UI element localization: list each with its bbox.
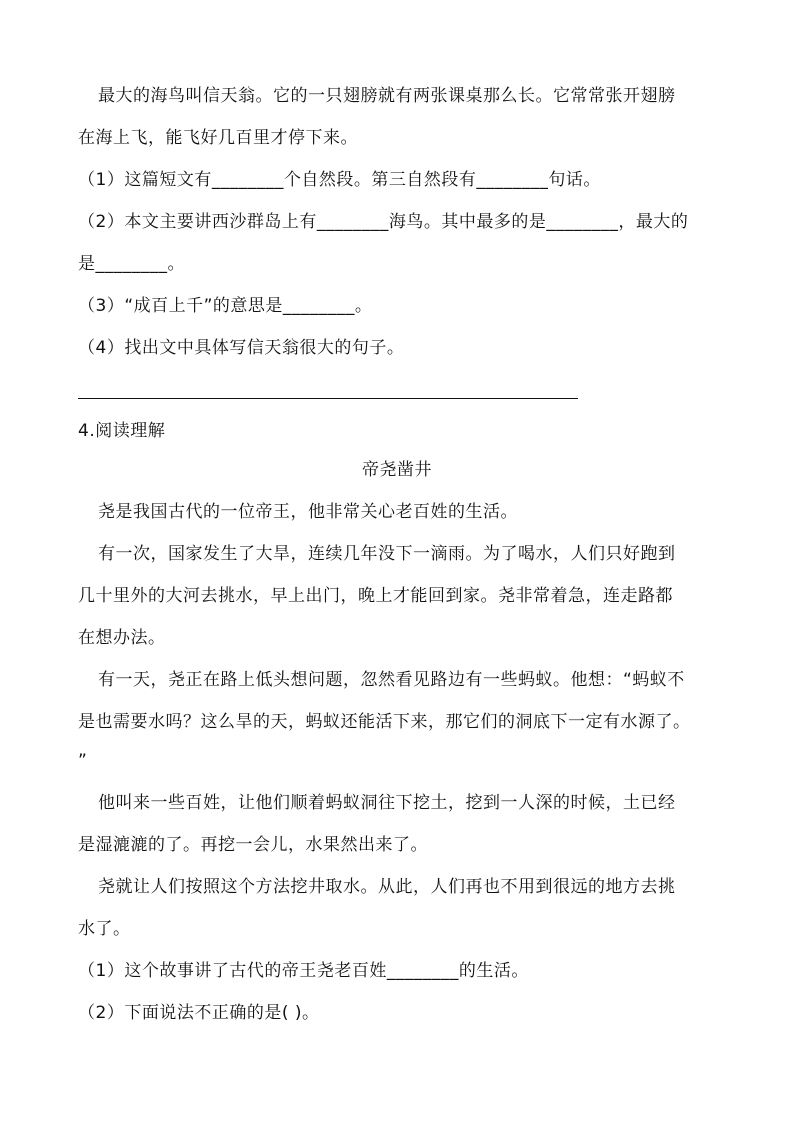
story-title: 帝尧凿井 bbox=[362, 460, 432, 480]
question-item: （1）这篇短文有________个自然段。第三自然段有________句话。 bbox=[78, 170, 601, 190]
question-item: （2）下面说法不正确的是( )。 bbox=[78, 1003, 320, 1023]
question-item: （4）找出文中具体写信天翁很大的句子。 bbox=[78, 338, 405, 358]
question-item: （1）这个故事讲了古代的帝王尧老百姓________的生活。 bbox=[78, 961, 529, 981]
story-line: 在想办法。 bbox=[78, 628, 166, 648]
story-line: 是也需要水吗？这么旱的天，蚂蚁还能活下来，那它们的洞底下一定有水源了。 bbox=[78, 712, 691, 732]
story-line: ” bbox=[78, 751, 88, 771]
answer-line bbox=[78, 398, 578, 399]
story-line: 是湿漉漉的了。再挖一会儿，水果然出来了。 bbox=[78, 835, 428, 855]
question-item: （2）本文主要讲西沙群岛上有________海鸟。其中最多的是________，最大的 bbox=[78, 212, 689, 232]
story-line: 有一天，尧正在路上低头想问题，忽然看见路边有一些蚂蚁。他想：“蚂蚁不 bbox=[98, 670, 685, 690]
story-line: 他叫来一些百姓，让他们顺着蚂蚁洞往下挖土，挖到一人深的时候，土已经 bbox=[98, 793, 676, 813]
paragraph-line: 最大的海鸟叫信天翁。它的一只翅膀就有两张课桌那么长。它常常张开翅膀 bbox=[98, 86, 676, 106]
section-heading: 4.阅读理解 bbox=[78, 421, 166, 441]
story-line: 尧是我国古代的一位帝王，他非常关心老百姓的生活。 bbox=[98, 502, 518, 522]
story-line: 有一次，国家发生了大旱，连续几年没下一滴雨。为了喝水，人们只好跑到 bbox=[98, 544, 676, 564]
story-line: 水了。 bbox=[78, 919, 131, 939]
story-line: 尧就让人们按照这个方法挖井取水。从此，人们再也不用到很远的地方去挑 bbox=[98, 877, 676, 897]
question-item: （3）“成百上千”的意思是________。 bbox=[78, 296, 373, 316]
paragraph-line: 在海上飞，能飞好几百里才停下来。 bbox=[78, 128, 358, 148]
question-item: 是________。 bbox=[78, 254, 185, 274]
story-line: 几十里外的大河去挑水，早上出门，晚上才能回到家。尧非常着急，连走路都 bbox=[78, 586, 673, 606]
